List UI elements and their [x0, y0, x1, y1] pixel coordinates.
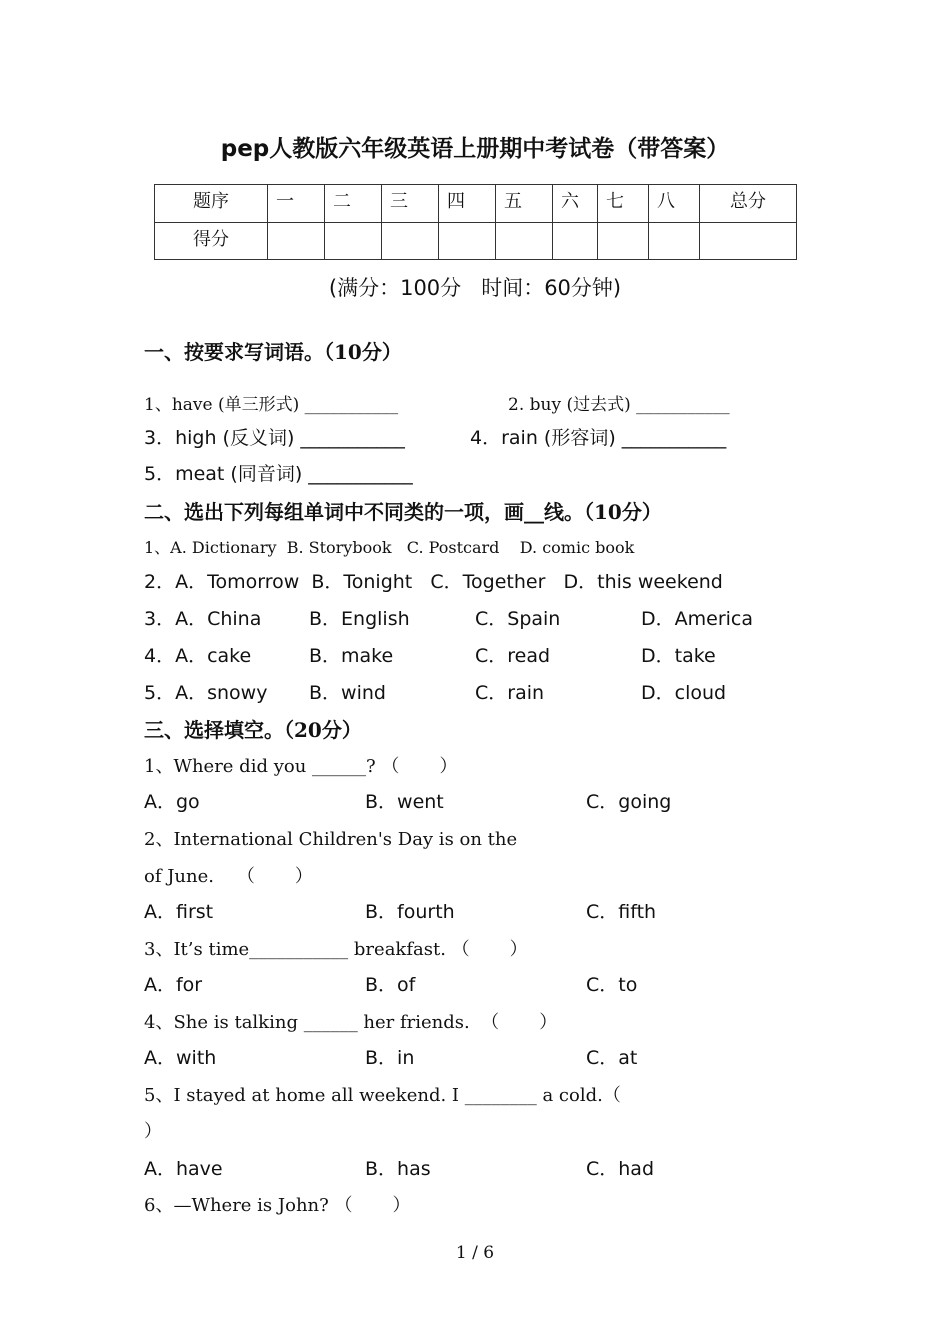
score-header-cell: 总分 — [700, 185, 797, 223]
page-number: 1 / 6 — [455, 1243, 495, 1263]
score-header-cell: 三 — [382, 185, 439, 223]
section2-option: 4．A．cake — [144, 645, 252, 667]
section2-option: C．rain — [475, 682, 545, 704]
section2-option: D．America — [641, 608, 754, 630]
section1-item: 4．rain (形容词) ___________ — [470, 427, 727, 449]
section3-option: C．at — [586, 1047, 638, 1069]
section1-item: 3．high (反义词) ___________ — [144, 427, 405, 449]
section3-question-stem: 6、—Where is John? （ ） — [144, 1195, 411, 1216]
section1-item: 1、have (单三形式) ___________ — [144, 395, 399, 415]
section2-question: 1、A. Dictionary B. Storybook C. Postcard D. comic book — [144, 538, 635, 557]
score-header-cell: 七 — [598, 185, 649, 223]
score-header-cell: 题序 — [155, 185, 268, 223]
score-input-cell[interactable] — [496, 222, 553, 260]
section2-option: D．cloud — [641, 682, 727, 704]
section3-option: B．has — [365, 1158, 431, 1180]
section3-question-stem: 4、She is talking ______ her friends. （ ） — [144, 1012, 558, 1033]
section3-question-stem: 3、It’s time___________ breakfast. （ ） — [144, 939, 528, 960]
section3-question-stem: 1、Where did you ______? （ ） — [144, 756, 458, 777]
section3-option: C．to — [586, 974, 638, 996]
section3-question-stem: of June. （ ） — [144, 866, 313, 887]
score-table-header-row — [155, 185, 797, 223]
score-input-cell[interactable] — [553, 222, 598, 260]
section2-option: C．Spain — [475, 608, 561, 630]
section1-item: 2. buy (过去式) ___________ — [508, 395, 730, 415]
section3-option: A．for — [144, 974, 203, 996]
section3-option: B．went — [365, 791, 444, 813]
section3-option: B．in — [365, 1047, 415, 1069]
section3-question-stem: ） — [144, 1121, 162, 1142]
section3-option: A．with — [144, 1047, 217, 1069]
section1-item: 5．meat (同音词) ___________ — [144, 463, 413, 485]
score-header-cell: 四 — [439, 185, 496, 223]
score-header-cell: 五 — [496, 185, 553, 223]
section3-option: A．have — [144, 1158, 223, 1180]
section2-option: B．wind — [309, 682, 386, 704]
section2-option: B．make — [309, 645, 394, 667]
section3-option: A．first — [144, 901, 214, 923]
section3-heading: 三、选择填空。（20分） — [144, 718, 362, 742]
section3-option: B．of — [365, 974, 416, 996]
section3-option: C．going — [586, 791, 672, 813]
score-input-cell[interactable] — [598, 222, 649, 260]
score-input-cell[interactable] — [649, 222, 700, 260]
score-table — [154, 184, 797, 260]
section2-option: 3．A．China — [144, 608, 262, 630]
page-title: pep人教版六年级英语上册期中考试卷（带答案） — [220, 136, 730, 162]
section1-heading: 一、按要求写词语。（10分） — [144, 340, 402, 364]
section3-option: B．fourth — [365, 901, 455, 923]
score-input-cell[interactable] — [439, 222, 496, 260]
section2-question: 2．A．Tomorrow B．Tonight C．Together D．this weekend — [144, 571, 723, 593]
section2-heading: 二、选出下列每组单词中不同类的一项，画__线。（10分） — [144, 500, 662, 524]
section3-option: C．fifth — [586, 901, 657, 923]
score-header-cell: 六 — [553, 185, 598, 223]
section2-option: 5．A．snowy — [144, 682, 268, 704]
score-input-cell[interactable] — [700, 222, 797, 260]
score-input-cell[interactable] — [268, 222, 325, 260]
score-header-cell: 八 — [649, 185, 700, 223]
score-table-score-row — [155, 222, 797, 260]
score-header-cell: 二 — [325, 185, 382, 223]
section3-option: C．had — [586, 1158, 655, 1180]
score-input-cell[interactable] — [382, 222, 439, 260]
section3-question-stem: 2、International Children's Day is on the — [144, 829, 518, 850]
score-header-cell: 一 — [268, 185, 325, 223]
score-row-label: 得分 — [155, 222, 268, 260]
exam-subtitle: (满分：100分 时间：60分钟) — [328, 276, 622, 300]
section2-option: B．English — [309, 608, 410, 630]
section2-option: D．take — [641, 645, 716, 667]
section2-option: C．read — [475, 645, 551, 667]
section3-question-stem: 5、I stayed at home all weekend. I ________ a cold.（ — [144, 1085, 621, 1106]
score-input-cell[interactable] — [325, 222, 382, 260]
section3-option: A．go — [144, 791, 200, 813]
